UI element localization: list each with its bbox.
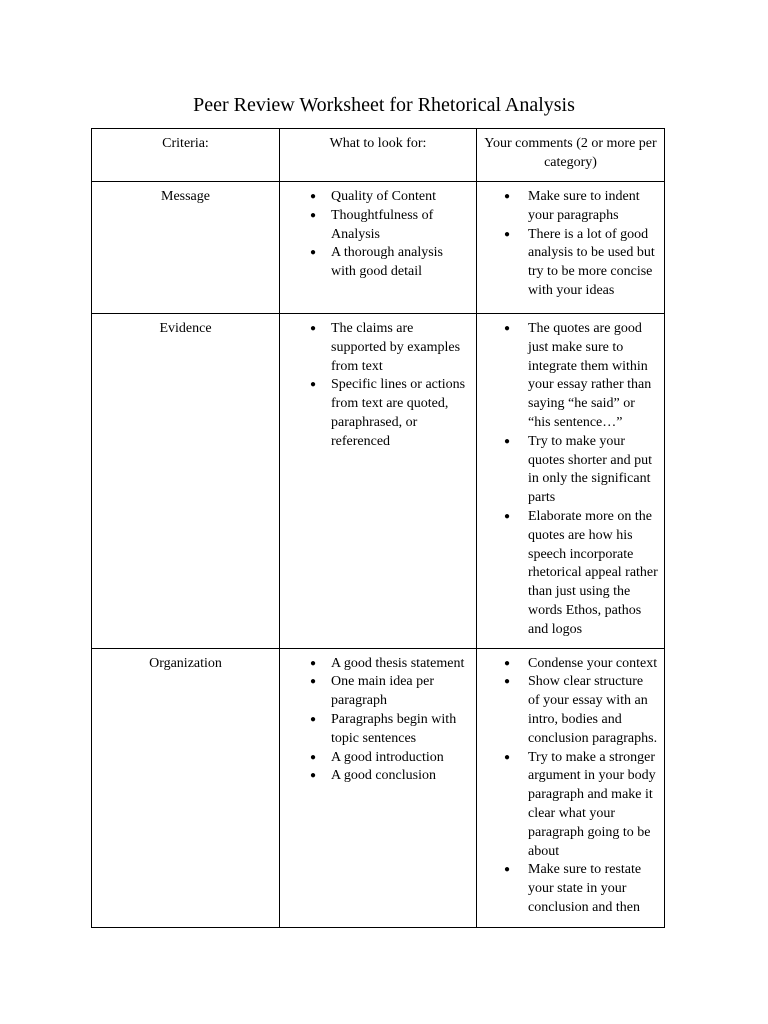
list-item: ● A good conclusion: [286, 767, 470, 786]
look-for-cell: [280, 314, 477, 649]
list-item: ● A thorough analysis with good detail: [286, 244, 470, 282]
list-item: ● The quotes are good just make sure to integrate them within your essay rather than saying “he said” or “his sentence…”: [483, 320, 658, 433]
look-for-list: [286, 320, 470, 452]
comments-cell: [477, 648, 665, 927]
look-for-cell: [280, 182, 477, 314]
list-item: ● Make sure to indent your paragraphs: [483, 188, 658, 226]
look-for-cell: [280, 648, 477, 927]
comments-cell: [477, 314, 665, 649]
list-item: ● Thoughtfulness of Analysis: [286, 207, 470, 245]
header-criteria: Criteria:: [92, 129, 280, 182]
table-row-evidence: [92, 314, 665, 649]
list-item: ● Try to make your quotes shorter and put in only the significant parts: [483, 433, 658, 508]
list-item: ● Make sure to restate your state in your conclusion and then: [483, 861, 658, 917]
list-item: ● One main idea per paragraph: [286, 673, 470, 711]
list-item: ● A good introduction: [286, 749, 470, 768]
list-item: ● A good thesis statement: [286, 655, 470, 674]
comments-list: [483, 655, 658, 918]
list-item: ● Show clear structure of your essay with an intro, bodies and conclusion paragraphs.: [483, 673, 658, 748]
header-your-comments: Your comments (2 or more per category): [477, 129, 665, 182]
list-item: ● Quality of Content: [286, 188, 470, 207]
table-header-row: [92, 129, 665, 182]
table-row-organization: [92, 648, 665, 927]
list-item: ● Try to make a stronger argument in your body paragraph and make it clear what your paragraph going to be about: [483, 749, 658, 862]
peer-review-table: [91, 128, 665, 928]
header-what-to-look-for: What to look for:: [280, 129, 477, 182]
table-row-message: [92, 182, 665, 314]
page-title: Peer Review Worksheet for Rhetorical Analysis: [193, 94, 575, 116]
criteria-cell: Evidence: [92, 314, 280, 649]
look-for-list: [286, 655, 470, 787]
comments-list: [483, 320, 658, 640]
criteria-cell: Organization: [92, 648, 280, 927]
criteria-cell: Message: [92, 182, 280, 314]
list-item: ● Paragraphs begin with topic sentences: [286, 711, 470, 749]
list-item: ● The claims are supported by examples from text: [286, 320, 470, 376]
list-item: ● Condense your context: [483, 655, 658, 674]
comments-list: [483, 188, 658, 301]
list-item: ● Specific lines or actions from text are quoted, paraphrased, or referenced: [286, 376, 470, 451]
list-item: ● Elaborate more on the quotes are how his speech incorporate rhetorical appeal rather than just using the words Ethos, pathos and logos: [483, 508, 658, 640]
comments-cell: [477, 182, 665, 314]
look-for-list: [286, 188, 470, 282]
list-item: ● There is a lot of good analysis to be used but try to be more concise with your ideas: [483, 226, 658, 301]
